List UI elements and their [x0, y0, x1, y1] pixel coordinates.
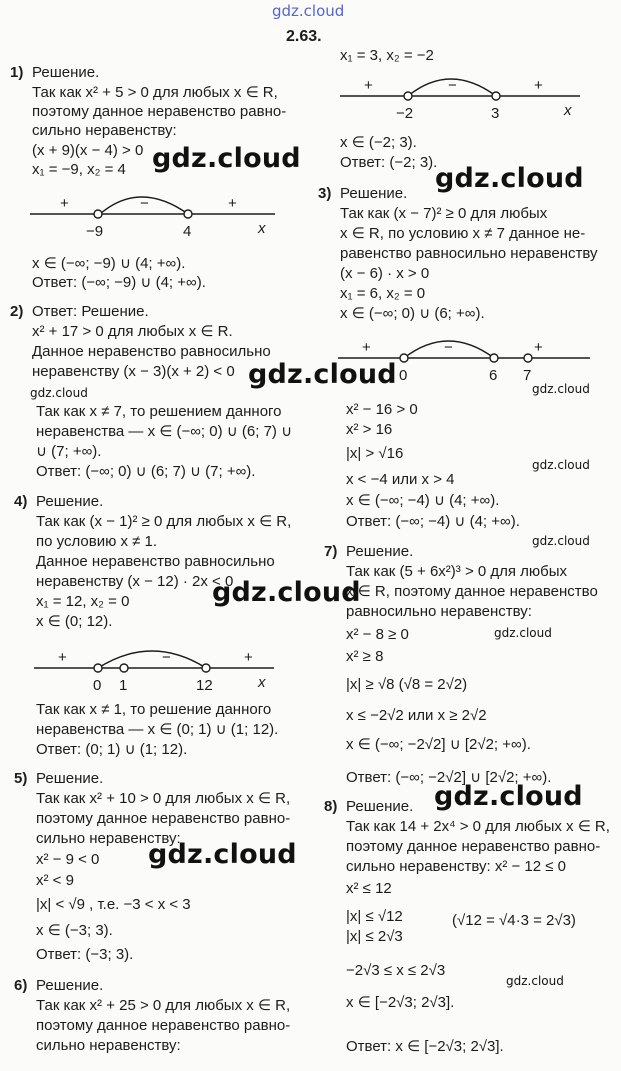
- text-line: Так как (x − 1)² ≥ 0 для любых x ∈ R,: [36, 513, 292, 530]
- problem-number: 6): [14, 977, 28, 994]
- answer-line: Ответ: x ∈ [−2√3; 2√3].: [346, 1038, 504, 1055]
- problem-number: 2): [10, 303, 24, 320]
- text-line: равносильно неравенству:: [346, 603, 532, 620]
- point-label: −2: [396, 105, 414, 122]
- text-line: x² + 17 > 0 для любых x ∈ R.: [32, 323, 233, 340]
- watermark: gdz.cloud: [248, 359, 397, 390]
- number-line: [340, 68, 590, 124]
- text-line: равенство равносильно неравенству: [340, 245, 598, 262]
- text-line: x ∈ R, поэтому данное неравенство: [346, 583, 598, 600]
- solution-heading: Решение.: [36, 770, 104, 787]
- text-line: поэтому данное неравенство равно-: [346, 838, 601, 855]
- text-line: x₁ = 6, x₂ = 0: [340, 285, 426, 302]
- answer-line: Ответ: (−∞; −4) ∪ (4; +∞).: [346, 513, 520, 530]
- text-line: x² − 9 < 0: [36, 851, 100, 868]
- problem-number: 1): [10, 64, 24, 81]
- sign-label: +: [58, 649, 67, 666]
- answer-line: Ответ: (−∞; 0) ∪ (6; 7) ∪ (7; +∞).: [36, 463, 256, 480]
- point-label: 6: [489, 367, 498, 384]
- text-line: x ∈ (−3; 3).: [36, 922, 113, 939]
- text-line: x ∈ (−∞; −4) ∪ (4; +∞).: [346, 492, 500, 509]
- text-line: x ∈ (−∞; −2√2] ∪ [2√2; +∞).: [346, 736, 531, 753]
- watermark: gdz.cloud: [212, 577, 361, 608]
- answer-line: Ответ: (−2; 3).: [340, 154, 438, 171]
- text-line: Данное неравенство равносильно: [32, 343, 271, 360]
- text-line: −2√3 ≤ x ≤ 2√3: [346, 962, 446, 979]
- text-line: Так как 14 + 2x⁴ > 0 для любых x ∈ R,: [346, 818, 610, 835]
- answer-line: Ответ: (−∞; −2√2] ∪ [2√2; +∞).: [346, 769, 552, 786]
- text-line: ∪ (7; +∞).: [36, 443, 102, 460]
- text-line: поэтому данное неравенство равно-: [36, 1017, 291, 1034]
- text-line: Так как x² + 10 > 0 для любых x ∈ R,: [36, 790, 291, 807]
- site-watermark-top: gdz.cloud: [272, 2, 345, 20]
- watermark: gdz.cloud: [435, 163, 584, 194]
- solution-heading: Решение.: [346, 798, 414, 815]
- text-line: (x − 6) · x > 0: [340, 265, 430, 282]
- text-line: x ∈ (−∞; −9) ∪ (4; +∞).: [32, 255, 186, 272]
- point-label: 7: [523, 367, 532, 384]
- text-line: x₁ = 3, x₂ = −2: [340, 47, 434, 64]
- text-line: x² − 8 ≥ 0: [346, 626, 409, 643]
- watermark-small: gdz.cloud: [506, 974, 564, 988]
- problem-number: 7): [324, 543, 338, 560]
- text-line: |x| > √16: [346, 445, 404, 462]
- text-line: Так как x² + 5 > 0 для любых x ∈ R,: [32, 84, 278, 101]
- solution-heading: Решение.: [340, 185, 408, 202]
- text-line: x ≤ −2√2 или x ≥ 2√2: [346, 707, 487, 724]
- text-line: Так как (5 + 6x²)³ > 0 для любых: [346, 563, 568, 580]
- text-line: x ∈ R, по условию x ≠ 7 данное не-: [340, 225, 586, 242]
- sign-label: −: [140, 195, 149, 212]
- sign-label: +: [362, 339, 371, 356]
- solution-heading: Решение.: [36, 493, 104, 510]
- text-line: |x| ≥ √8 (√8 = 2√2): [346, 676, 468, 693]
- text-line: x² < 9: [36, 872, 74, 889]
- watermark: gdz.cloud: [434, 781, 583, 812]
- watermark-small: gdz.cloud: [532, 382, 590, 396]
- text-line: неравенству (x − 12) · 2x < 0: [36, 573, 234, 590]
- sign-label: −: [448, 77, 457, 94]
- axis-variable: x: [258, 674, 266, 691]
- watermark-small: gdz.cloud: [30, 386, 88, 400]
- point-label: 12: [196, 677, 213, 694]
- axis-variable: x: [258, 220, 266, 237]
- watermark: gdz.cloud: [148, 839, 297, 870]
- point-label: 0: [399, 367, 408, 384]
- text-line: x ∈ (−2; 3).: [340, 134, 417, 151]
- text-line: |x| ≤ 2√3: [346, 928, 403, 945]
- text-line: x ∈ (0; 12).: [36, 613, 113, 630]
- text-line: x₁ = 12, x₂ = 0: [36, 593, 130, 610]
- text-line: по условию x ≠ 1.: [36, 533, 158, 550]
- axis-variable: x: [564, 102, 572, 119]
- watermark-small: gdz.cloud: [532, 534, 590, 548]
- watermark-small: gdz.cloud: [494, 626, 552, 640]
- point-label: 0: [93, 677, 102, 694]
- text-line: (√12 = √4·3 = 2√3): [452, 912, 576, 929]
- text-line: |x| ≤ √12: [346, 908, 403, 925]
- text-line: x ∈ (−∞; 0) ∪ (6; +∞).: [340, 305, 485, 322]
- watermark: gdz.cloud: [152, 143, 301, 174]
- number-line: [30, 186, 280, 244]
- solution-heading: Решение.: [346, 543, 414, 560]
- text-line: |x| < √9 , т.е. −3 < x < 3: [36, 896, 191, 913]
- text-line: Так как (x − 7)² ≥ 0 для любых: [340, 205, 548, 222]
- problem-number: 8): [324, 798, 338, 815]
- text-line: неравенства — x ∈ (0; 1) ∪ (1; 12).: [36, 721, 279, 738]
- text-line: (x + 9)(x − 4) > 0: [32, 142, 144, 159]
- sign-label: +: [534, 339, 543, 356]
- solution-heading: Решение.: [32, 64, 100, 81]
- text-line: Так как x ≠ 1, то решение данного: [36, 701, 272, 718]
- text-line: сильно неравенству:: [32, 122, 177, 139]
- text-line: Данное неравенство равносильно: [36, 553, 275, 570]
- text-line: сильно неравенству:: [36, 1037, 181, 1054]
- solution-heading: Ответ: Решение.: [32, 303, 149, 320]
- text-line: поэтому данное неравенство равно-: [32, 103, 287, 120]
- point-label: −9: [86, 223, 104, 240]
- exercise-number: 2.63.: [286, 28, 322, 45]
- text-line: сильно неравенству:: [36, 830, 181, 847]
- sign-label: +: [534, 77, 543, 94]
- problem-number: 5): [14, 770, 28, 787]
- watermark-small: gdz.cloud: [532, 458, 590, 472]
- problem-number: 3): [318, 185, 332, 202]
- text-line: x < −4 или x > 4: [346, 471, 455, 488]
- solution-heading: Решение.: [36, 977, 104, 994]
- text-line: Так как x ≠ 7, то решением данного: [36, 403, 282, 420]
- sign-label: +: [228, 195, 237, 212]
- text-line: сильно неравенству: x² − 12 ≤ 0: [346, 858, 567, 875]
- answer-line: Ответ: (−3; 3).: [36, 946, 134, 963]
- number-line: [34, 640, 284, 696]
- answer-line: Ответ: (−∞; −9) ∪ (4; +∞).: [32, 274, 206, 291]
- text-line: x² > 16: [346, 421, 393, 438]
- text-line: неравенству (x − 3)(x + 2) < 0: [32, 363, 235, 380]
- text-line: неравенства — x ∈ (−∞; 0) ∪ (6; 7) ∪: [36, 423, 293, 440]
- sign-label: −: [444, 339, 453, 356]
- text-line: Так как x² + 25 > 0 для любых x ∈ R,: [36, 997, 291, 1014]
- text-line: поэтому данное неравенство равно-: [36, 810, 291, 827]
- text-line: x² ≥ 8: [346, 648, 384, 665]
- text-line: x² − 16 > 0: [346, 401, 418, 418]
- text-line: x ∈ [−2√3; 2√3].: [346, 994, 455, 1011]
- answer-line: Ответ: (0; 1) ∪ (1; 12).: [36, 741, 188, 758]
- problem-number: 4): [14, 493, 28, 510]
- point-label: 3: [491, 105, 500, 122]
- sign-label: +: [364, 77, 373, 94]
- text-line: x₁ = −9, x₂ = 4: [32, 161, 126, 178]
- sign-label: +: [244, 649, 253, 666]
- point-label: 1: [119, 677, 128, 694]
- point-label: 4: [183, 223, 192, 240]
- text-line: x² ≤ 12: [346, 880, 392, 897]
- sign-label: +: [60, 195, 69, 212]
- sign-label: −: [162, 649, 171, 666]
